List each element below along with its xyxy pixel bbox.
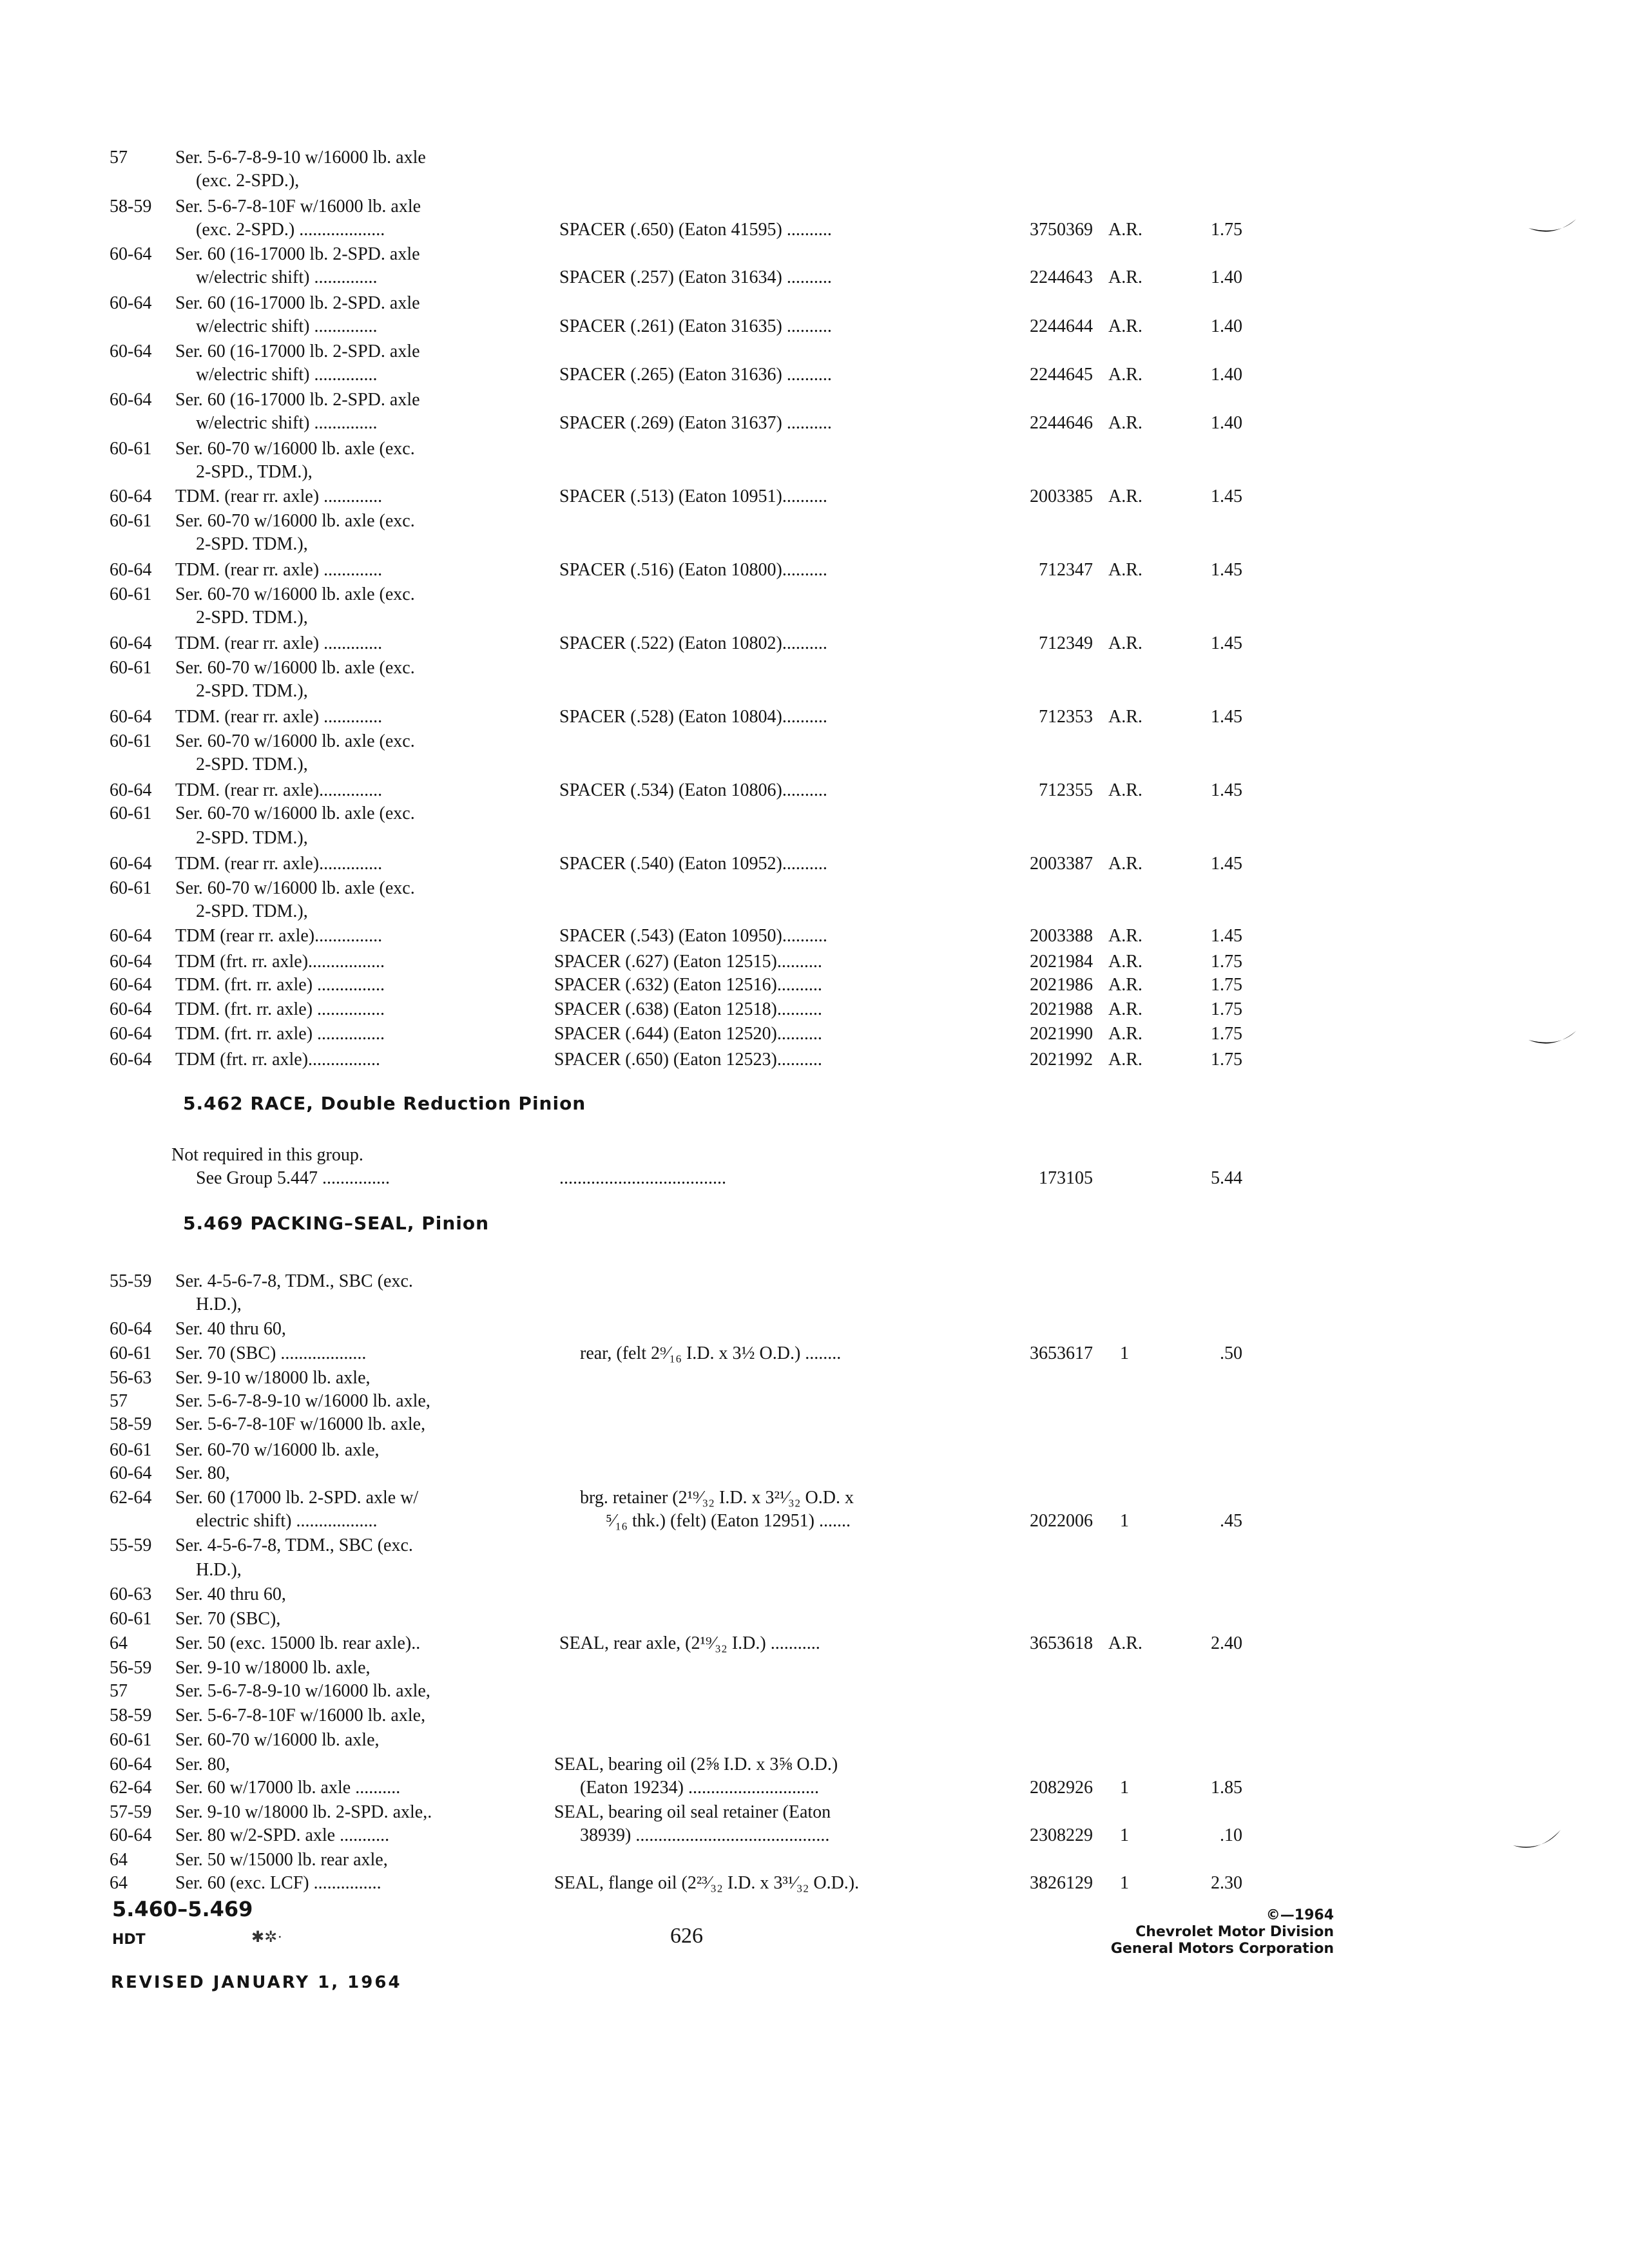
quantity: A.R.: [1108, 854, 1142, 874]
list-price: 1.40: [1211, 413, 1242, 433]
table-row: [0, 1048, 1629, 1072]
table-row: [0, 218, 1629, 242]
year-range: 60-64: [110, 1319, 152, 1339]
year-range: 60-64: [110, 341, 152, 361]
model-application: 2-SPD. TDM.),: [196, 754, 308, 774]
list-price: 1.45: [1211, 707, 1242, 727]
list-price: 1.45: [1211, 780, 1242, 800]
list-price: .10: [1220, 1825, 1242, 1845]
model-application: Ser. 60-70 w/16000 lb. axle (exc.: [175, 803, 415, 823]
table-row: [0, 1269, 1629, 1294]
part-number: 2021984: [1030, 952, 1093, 972]
model-application: TDM. (rear rr. axle) .............: [175, 633, 383, 653]
year-range: 60-61: [110, 658, 152, 678]
model-application: (exc. 2-SPD.),: [196, 171, 300, 191]
quantity: 1: [1120, 1778, 1129, 1798]
model-application: TDM. (rear rr. axle)..............: [175, 854, 383, 874]
part-description: SPACER (.650) (Eaton 12523)..........: [554, 1050, 822, 1070]
table-row: [0, 1848, 1629, 1872]
part-description: ⁵⁄₁₆ thk.) (felt) (Eaton 12951) .......: [606, 1511, 851, 1531]
race-part-number: 173105: [1039, 1168, 1093, 1188]
table-row: [0, 1800, 1629, 1825]
table-row: [0, 1704, 1629, 1728]
quantity: 1: [1120, 1873, 1129, 1893]
table-row: [0, 1753, 1629, 1777]
table-row: [0, 558, 1629, 582]
table-row: [0, 1728, 1629, 1753]
model-application: Ser. 60-70 w/16000 lb. axle,: [175, 1730, 380, 1750]
part-number: 2003388: [1030, 926, 1093, 946]
model-application: (exc. 2-SPD.) ...................: [196, 220, 385, 240]
quantity: A.R.: [1108, 1633, 1142, 1653]
year-range: 58-59: [110, 197, 152, 216]
model-application: Ser. 5-6-7-8-10F w/16000 lb. axle: [175, 197, 421, 216]
model-application: 2-SPD., TDM.),: [196, 462, 313, 482]
list-price: 1.75: [1211, 1024, 1242, 1044]
model-application: TDM. (rear rr. axle) .............: [175, 707, 383, 727]
part-number: 2244646: [1030, 413, 1093, 433]
part-description: rear, (felt 2⁹⁄₁₆ I.D. x 3½ O.D.) ........: [580, 1343, 842, 1363]
part-description: SEAL, bearing oil (2⅝ I.D. x 3⅝ O.D.): [554, 1754, 838, 1774]
year-range: 64: [110, 1873, 128, 1893]
table-row: [0, 340, 1629, 364]
table-row: [0, 265, 1629, 290]
model-application: w/electric shift) ..............: [196, 365, 378, 385]
table-row: [0, 582, 1629, 607]
part-number: 2244645: [1030, 365, 1093, 385]
year-range: 60-64: [110, 1024, 152, 1044]
year-range: 60-64: [110, 780, 152, 800]
table-row: [0, 606, 1629, 630]
model-application: w/electric shift) ..............: [196, 316, 378, 336]
model-application: Ser. 5-6-7-8-10F w/16000 lb. axle,: [175, 1706, 426, 1725]
part-number: 2244644: [1030, 316, 1093, 336]
model-application: 2-SPD. TDM.),: [196, 608, 308, 628]
model-application: TDM. (rear rr. axle)..............: [175, 780, 383, 800]
model-application: Ser. 60 w/17000 lb. axle ..........: [175, 1778, 401, 1798]
race-desc-dots: .....................................: [559, 1168, 726, 1188]
list-price: 1.75: [1211, 952, 1242, 972]
year-range: 60-64: [110, 244, 152, 264]
table-row: [0, 1776, 1629, 1800]
year-range: 60-64: [110, 999, 152, 1019]
part-number: 712347: [1039, 560, 1093, 580]
model-application: Ser. 60 (16-17000 lb. 2-SPD. axle: [175, 390, 420, 410]
table-row: [0, 631, 1629, 656]
page-number: 626: [670, 1924, 703, 1948]
table-row: [0, 1438, 1629, 1463]
model-application: 2-SPD. TDM.),: [196, 534, 308, 554]
model-application: Ser. 60-70 w/16000 lb. axle,: [175, 1440, 380, 1460]
model-application: Ser. 60 (16-17000 lb. 2-SPD. axle: [175, 341, 420, 361]
model-application: TDM (frt. rr. axle)................: [175, 1050, 381, 1070]
table-row: [0, 1582, 1629, 1607]
part-description: SPACER (.528) (Eaton 10804)..........: [559, 707, 827, 727]
year-range: 57: [110, 148, 128, 168]
part-description: SPACER (.540) (Eaton 10952)..........: [559, 854, 827, 874]
model-application: w/electric shift) ..............: [196, 267, 378, 287]
part-number: 712355: [1039, 780, 1093, 800]
model-application: w/electric shift) ..............: [196, 413, 378, 433]
model-application: Ser. 70 (SBC) ...................: [175, 1343, 367, 1363]
list-price: 1.45: [1211, 926, 1242, 946]
binder-mark-1: [1527, 213, 1579, 245]
year-range: 56-63: [110, 1368, 152, 1388]
part-description: SPACER (.534) (Eaton 10806)..........: [559, 780, 827, 800]
part-description: SPACER (.644) (Eaton 12520)..........: [554, 1024, 822, 1044]
list-price: 1.45: [1211, 560, 1242, 580]
model-application: Ser. 4-5-6-7-8, TDM., SBC (exc.: [175, 1535, 413, 1555]
year-range: 60-61: [110, 584, 152, 604]
table-row: [0, 778, 1629, 803]
table-row: [0, 1679, 1629, 1704]
year-range: 60-64: [110, 390, 152, 410]
year-range: 60-64: [110, 1463, 152, 1483]
table-row: [0, 876, 1629, 901]
model-application: Ser. 5-6-7-8-10F w/16000 lb. axle,: [175, 1414, 426, 1434]
model-application: Ser. 40 thru 60,: [175, 1319, 286, 1339]
quantity: A.R.: [1108, 1024, 1142, 1044]
part-description: SPACER (.261) (Eaton 31635) ..........: [559, 316, 832, 336]
model-application: TDM (rear rr. axle)...............: [175, 926, 383, 946]
part-number: 3750369: [1030, 220, 1093, 240]
year-range: 57-59: [110, 1802, 152, 1822]
quantity: A.R.: [1108, 926, 1142, 946]
year-range: 57: [110, 1681, 128, 1701]
race-note-line2: See Group 5.447 ...............: [196, 1168, 390, 1188]
part-description: (Eaton 19234) .............................: [580, 1778, 819, 1798]
table-row: [0, 485, 1629, 509]
quantity: A.R.: [1108, 560, 1142, 580]
table-row: [0, 997, 1629, 1022]
table-row: [0, 1412, 1629, 1437]
year-range: 64: [110, 1850, 128, 1870]
list-price: 1.75: [1211, 999, 1242, 1019]
part-number: 2021988: [1030, 999, 1093, 1019]
table-row: [0, 679, 1629, 704]
part-number: 2021990: [1030, 1024, 1093, 1044]
year-range: 60-64: [110, 1754, 152, 1774]
model-application: Ser. 80,: [175, 1463, 230, 1483]
list-price: 1.85: [1211, 1778, 1242, 1798]
part-description: SPACER (.632) (Eaton 12516)..........: [554, 975, 822, 995]
table-row: [0, 802, 1629, 826]
year-range: 58-59: [110, 1414, 152, 1434]
list-price: 2.30: [1211, 1873, 1242, 1893]
model-application: Ser. 80 w/2-SPD. axle ...........: [175, 1825, 390, 1845]
model-application: Ser. 9-10 w/18000 lb. 2-SPD. axle,.: [175, 1802, 432, 1822]
model-application: Ser. 60 (16-17000 lb. 2-SPD. axle: [175, 293, 420, 313]
footer-publisher: [1111, 1907, 1334, 1957]
quantity: 1: [1120, 1511, 1129, 1531]
table-row: [0, 195, 1629, 219]
list-price: 2.40: [1211, 1633, 1242, 1653]
year-range: 60-61: [110, 1730, 152, 1750]
table-row: [0, 1656, 1629, 1680]
section-heading-race: 5.462 RACE, Double Reduction Pinion: [183, 1093, 586, 1114]
year-range: 62-64: [110, 1778, 152, 1798]
table-row: [0, 1022, 1629, 1046]
list-price: 1.45: [1211, 633, 1242, 653]
model-application: Ser. 60-70 w/16000 lb. axle (exc.: [175, 439, 415, 459]
model-application: Ser. 40 thru 60,: [175, 1584, 286, 1604]
year-range: 60-61: [110, 439, 152, 459]
part-number: 2003385: [1030, 486, 1093, 506]
part-number: 2021986: [1030, 975, 1093, 995]
year-range: 60-61: [110, 1440, 152, 1460]
table-row: [0, 509, 1629, 533]
table-row: [0, 1366, 1629, 1390]
part-description: SPACER (.265) (Eaton 31636) ..........: [559, 365, 832, 385]
table-row: [0, 314, 1629, 339]
table-row: [0, 169, 1629, 193]
model-application: 2-SPD. TDM.),: [196, 901, 308, 921]
list-price: 1.75: [1211, 1050, 1242, 1070]
part-number: 2022006: [1030, 1511, 1093, 1531]
year-range: 55-59: [110, 1271, 152, 1291]
quantity: A.R.: [1108, 413, 1142, 433]
quantity: 1: [1120, 1343, 1129, 1363]
footer-division: Chevrolet Motor Division: [1135, 1924, 1334, 1940]
model-application: Ser. 9-10 w/18000 lb. axle,: [175, 1658, 371, 1678]
part-description: SPACER (.543) (Eaton 10950)..........: [559, 926, 827, 946]
quantity: A.R.: [1108, 975, 1142, 995]
year-range: 60-64: [110, 926, 152, 946]
model-application: Ser. 50 (exc. 15000 lb. rear axle)..: [175, 1633, 421, 1653]
part-number: 2244643: [1030, 267, 1093, 287]
quantity: A.R.: [1108, 952, 1142, 972]
footer-hdt: HDT: [112, 1932, 146, 1948]
table-row: [0, 1389, 1629, 1414]
model-application: Ser. 50 w/15000 lb. rear axle,: [175, 1850, 388, 1870]
scan-specks: ✱✲·: [251, 1929, 283, 1946]
model-application: Ser. 4-5-6-7-8, TDM., SBC (exc.: [175, 1271, 413, 1291]
table-row: [0, 1461, 1629, 1486]
table-row: [0, 729, 1629, 754]
model-application: TDM. (rear rr. axle) .............: [175, 486, 383, 506]
model-application: H.D.),: [196, 1560, 242, 1580]
year-range: 60-64: [110, 560, 152, 580]
part-number: 3826129: [1030, 1873, 1093, 1893]
part-description: SPACER (.627) (Eaton 12515)..........: [554, 952, 822, 972]
year-range: 60-64: [110, 633, 152, 653]
model-application: Ser. 60-70 w/16000 lb. axle (exc.: [175, 584, 415, 604]
part-number: 2003387: [1030, 854, 1093, 874]
table-row: [0, 1509, 1629, 1533]
year-range: 60-61: [110, 803, 152, 823]
table-row: [0, 852, 1629, 876]
table-row: [0, 973, 1629, 997]
year-range: 62-64: [110, 1488, 152, 1508]
quantity: A.R.: [1108, 633, 1142, 653]
table-row: [0, 1871, 1629, 1896]
list-price: 1.40: [1211, 316, 1242, 336]
model-application: Ser. 5-6-7-8-9-10 w/16000 lb. axle,: [175, 1391, 430, 1411]
race-price: 5.44: [1211, 1168, 1242, 1188]
year-range: 60-64: [110, 486, 152, 506]
quantity: A.R.: [1108, 486, 1142, 506]
table-row: [0, 705, 1629, 729]
footer-group-range: 5.460–5.469: [112, 1897, 253, 1921]
section-heading-packing-seal: 5.469 PACKING–SEAL, Pinion: [183, 1213, 490, 1234]
part-description: SPACER (.638) (Eaton 12518)..........: [554, 999, 822, 1019]
table-row: [0, 1631, 1629, 1656]
table-row: [0, 753, 1629, 777]
model-application: Ser. 60-70 w/16000 lb. axle (exc.: [175, 731, 415, 751]
table-row: [0, 460, 1629, 485]
table-row: [0, 291, 1629, 316]
model-application: Ser. 70 (SBC),: [175, 1609, 281, 1629]
model-application: TDM. (frt. rr. axle) ...............: [175, 999, 385, 1019]
table-row: [0, 388, 1629, 412]
binder-mark-2: [1527, 1024, 1579, 1057]
list-price: 1.75: [1211, 220, 1242, 240]
model-application: TDM. (frt. rr. axle) ...............: [175, 1024, 385, 1044]
race-ref-row: [0, 1166, 1629, 1191]
year-range: 60-61: [110, 1343, 152, 1363]
quantity: 1: [1120, 1825, 1129, 1845]
model-application: Ser. 60-70 w/16000 lb. axle (exc.: [175, 658, 415, 678]
part-description: SPACER (.522) (Eaton 10802)..........: [559, 633, 827, 653]
table-row: [0, 1607, 1629, 1631]
model-application: Ser. 60-70 w/16000 lb. axle (exc.: [175, 878, 415, 898]
list-price: .45: [1220, 1511, 1242, 1531]
model-application: 2-SPD. TDM.),: [196, 681, 308, 701]
model-application: Ser. 80,: [175, 1754, 230, 1774]
part-description: SPACER (.257) (Eaton 31634) ..........: [559, 267, 832, 287]
table-row: [0, 437, 1629, 461]
year-range: 60-64: [110, 707, 152, 727]
part-number: 712353: [1039, 707, 1093, 727]
quantity: A.R.: [1108, 1050, 1142, 1070]
table-row: [0, 242, 1629, 267]
model-application: TDM (frt. rr. axle).................: [175, 952, 385, 972]
year-range: 56-59: [110, 1658, 152, 1678]
quantity: A.R.: [1108, 999, 1142, 1019]
year-range: 60-64: [110, 293, 152, 313]
part-description: SPACER (.516) (Eaton 10800)..........: [559, 560, 827, 580]
table-row: [0, 1317, 1629, 1341]
year-range: 60-64: [110, 1050, 152, 1070]
quantity: A.R.: [1108, 707, 1142, 727]
model-application: Ser. 5-6-7-8-9-10 w/16000 lb. axle: [175, 148, 426, 168]
model-application: TDM. (frt. rr. axle) ...............: [175, 975, 385, 995]
model-application: Ser. 60 (16-17000 lb. 2-SPD. axle: [175, 244, 420, 264]
year-range: 60-64: [110, 854, 152, 874]
part-number: 2308229: [1030, 1825, 1093, 1845]
binder-mark-3: [1512, 1826, 1563, 1858]
year-range: 60-64: [110, 952, 152, 972]
table-row: [0, 826, 1629, 850]
year-range: 60-64: [110, 1825, 152, 1845]
part-description: SPACER (.650) (Eaton 41595) ..........: [559, 220, 832, 240]
part-number: 2021992: [1030, 1050, 1093, 1070]
table-row: [0, 411, 1629, 436]
year-range: 58-59: [110, 1706, 152, 1725]
list-price: 1.40: [1211, 365, 1242, 385]
part-description: brg. retainer (2¹⁹⁄₃₂ I.D. x 3²¹⁄₃₂ O.D. x: [580, 1488, 854, 1508]
list-price: 1.40: [1211, 267, 1242, 287]
race-note-row: [0, 1143, 1629, 1168]
list-price: 1.45: [1211, 854, 1242, 874]
table-row: [0, 924, 1629, 948]
table-row: [0, 532, 1629, 557]
part-number: 2082926: [1030, 1778, 1093, 1798]
part-description: SPACER (.513) (Eaton 10951)..........: [559, 486, 827, 506]
table-row: [0, 1486, 1629, 1510]
table-row: [0, 1293, 1629, 1317]
footer-corporation: General Motors Corporation: [1110, 1941, 1334, 1957]
part-number: 712349: [1039, 633, 1093, 653]
year-range: 64: [110, 1633, 128, 1653]
list-price: .50: [1220, 1343, 1242, 1363]
year-range: 60-63: [110, 1584, 152, 1604]
quantity: A.R.: [1108, 316, 1142, 336]
year-range: 60-64: [110, 975, 152, 995]
part-description: SEAL, flange oil (2²³⁄₃₂ I.D. x 3³¹⁄₃₂ O.D.).: [554, 1873, 860, 1893]
table-row: [0, 656, 1629, 680]
model-application: Ser. 60-70 w/16000 lb. axle (exc.: [175, 511, 415, 531]
year-range: 60-61: [110, 1609, 152, 1629]
table-row: [0, 1823, 1629, 1848]
list-price: 1.75: [1211, 975, 1242, 995]
list-price: 1.45: [1211, 486, 1242, 506]
footer-revised-date: REVISED JANUARY 1, 1964: [111, 1973, 402, 1992]
part-description: SEAL, rear axle, (2¹⁹⁄₃₂ I.D.) ...........: [559, 1633, 820, 1653]
year-range: 60-61: [110, 511, 152, 531]
part-description: SPACER (.269) (Eaton 31637) ..........: [559, 413, 832, 433]
table-row: [0, 950, 1629, 974]
table-row: [0, 899, 1629, 924]
table-row: [0, 146, 1629, 170]
model-application: Ser. 60 (17000 lb. 2-SPD. axle w/: [175, 1488, 419, 1508]
model-application: Ser. 5-6-7-8-9-10 w/16000 lb. axle,: [175, 1681, 430, 1701]
year-range: 57: [110, 1391, 128, 1411]
quantity: A.R.: [1108, 220, 1142, 240]
footer-copyright: ©—1964: [1266, 1907, 1334, 1923]
model-application: electric shift) ..................: [196, 1511, 378, 1531]
model-application: 2-SPD. TDM.),: [196, 828, 308, 848]
year-range: 55-59: [110, 1535, 152, 1555]
race-note-line1: Not required in this group.: [171, 1145, 363, 1165]
table-row: [0, 1533, 1629, 1558]
quantity: A.R.: [1108, 365, 1142, 385]
table-row: [0, 363, 1629, 387]
quantity: A.R.: [1108, 267, 1142, 287]
quantity: A.R.: [1108, 780, 1142, 800]
model-application: TDM. (rear rr. axle) .............: [175, 560, 383, 580]
table-row: [0, 1341, 1629, 1366]
model-application: Ser. 9-10 w/18000 lb. axle,: [175, 1368, 371, 1388]
year-range: 60-61: [110, 731, 152, 751]
part-number: 3653617: [1030, 1343, 1093, 1363]
model-application: Ser. 60 (exc. LCF) ...............: [175, 1873, 381, 1893]
model-application: H.D.),: [196, 1294, 242, 1314]
part-number: 3653618: [1030, 1633, 1093, 1653]
part-description: SEAL, bearing oil seal retainer (Eaton: [554, 1802, 831, 1822]
year-range: 60-61: [110, 878, 152, 898]
part-description: 38939) ...........................................: [580, 1825, 830, 1845]
table-row: [0, 1558, 1629, 1582]
